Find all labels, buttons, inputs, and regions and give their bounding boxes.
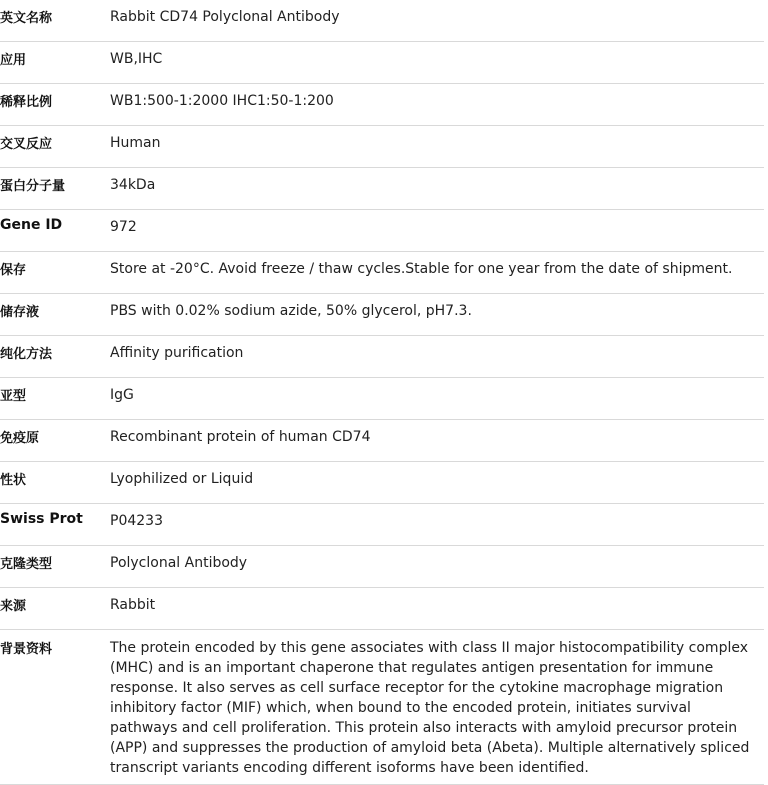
spec-value: 34kDa	[110, 168, 764, 210]
spec-value: Recombinant protein of human CD74	[110, 420, 764, 462]
spec-label: 背景资料	[0, 630, 110, 785]
spec-value: WB1:500-1:2000 IHC1:50-1:200	[110, 84, 764, 126]
spec-value: PBS with 0.02% sodium azide, 50% glycerol, pH7.3.	[110, 294, 764, 336]
spec-label: 英文名称	[0, 0, 110, 42]
spec-value: Human	[110, 126, 764, 168]
spec-row-storage-buffer	[0, 294, 764, 336]
spec-value: Rabbit CD74 Polyclonal Antibody	[110, 0, 764, 42]
spec-label: 稀释比例	[0, 84, 110, 126]
spec-label: Swiss Prot	[0, 504, 110, 546]
spec-row-english-name	[0, 0, 764, 42]
spec-row-application	[0, 42, 764, 84]
spec-row-gene-id	[0, 210, 764, 252]
spec-value: IgG	[110, 378, 764, 420]
spec-label: 应用	[0, 42, 110, 84]
spec-label: 来源	[0, 588, 110, 630]
spec-row-clonality	[0, 546, 764, 588]
spec-label: Gene ID	[0, 210, 110, 252]
spec-row-reactivity	[0, 126, 764, 168]
spec-label: 蛋白分子量	[0, 168, 110, 210]
spec-value: Affinity purification	[110, 336, 764, 378]
spec-row-storage	[0, 252, 764, 294]
spec-row-form	[0, 462, 764, 504]
spec-value: Lyophilized or Liquid	[110, 462, 764, 504]
spec-label: 性状	[0, 462, 110, 504]
spec-value: 972	[110, 210, 764, 252]
spec-label: 保存	[0, 252, 110, 294]
spec-value: Store at -20°C. Avoid freeze / thaw cycles.Stable for one year from the date of shipment.	[110, 252, 764, 294]
spec-label: 储存液	[0, 294, 110, 336]
spec-row-host	[0, 588, 764, 630]
spec-row-molecular-weight	[0, 168, 764, 210]
spec-label: 克隆类型	[0, 546, 110, 588]
spec-row-swiss-prot	[0, 504, 764, 546]
spec-row-dilution	[0, 84, 764, 126]
spec-row-purification	[0, 336, 764, 378]
spec-label: 交叉反应	[0, 126, 110, 168]
spec-label: 亚型	[0, 378, 110, 420]
spec-value: WB,IHC	[110, 42, 764, 84]
spec-row-immunogen	[0, 420, 764, 462]
background-text: The protein encoded by this gene associates with class II major histocompatibility complex (MHC) and is an important chaperone that regulates antigen presentation for immune response. It also serves as cell surface receptor for the cytokine macrophage migration inhibitory factor (MIF) which, when bound to the encoded protein, initiates survival pathways and cell proliferation. This protein also interacts with amyloid precursor protein (APP) and suppresses the production of amyloid beta (Abeta). Multiple alternatively spliced transcript variants encoding different isoforms have been identified.	[110, 630, 764, 785]
spec-label: 纯化方法	[0, 336, 110, 378]
spec-row-isotype	[0, 378, 764, 420]
spec-value: P04233	[110, 504, 764, 546]
spec-label: 免疫原	[0, 420, 110, 462]
spec-value: Polyclonal Antibody	[110, 546, 764, 588]
spec-value: Rabbit	[110, 588, 764, 630]
spec-row-background	[0, 630, 764, 785]
